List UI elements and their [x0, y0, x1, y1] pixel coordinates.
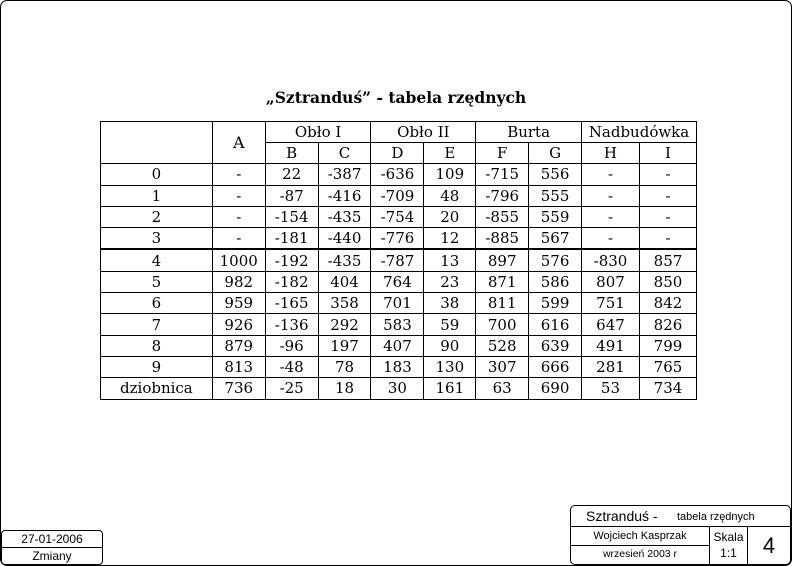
table-cell: 1000 [212, 249, 265, 271]
table-cell: - [582, 228, 640, 250]
table-cell: 130 [424, 356, 476, 377]
table-cell: 826 [639, 314, 696, 335]
table-cell: 850 [639, 271, 696, 292]
row-label: 0 [101, 164, 213, 185]
title-block-scale [710, 527, 748, 564]
table-cell: 559 [529, 206, 582, 227]
table-row [101, 356, 697, 377]
table-cell: 292 [318, 314, 371, 335]
table-cell: 53 [582, 378, 640, 399]
group-header-burta: Burta [476, 122, 582, 143]
table-cell: 700 [476, 314, 529, 335]
table-cell: 583 [371, 314, 424, 335]
table-cell: 734 [639, 378, 696, 399]
column-header-d: D [371, 143, 424, 164]
table-cell: 78 [318, 356, 371, 377]
table-cell: -136 [265, 314, 318, 335]
offsets-table [100, 121, 697, 400]
table-cell: 528 [476, 335, 529, 356]
table-cell: 90 [424, 335, 476, 356]
table-row [101, 378, 697, 399]
table-cell: -715 [476, 164, 529, 185]
table-cell: -636 [371, 164, 424, 185]
table-row [101, 249, 697, 271]
table-cell: 38 [424, 293, 476, 314]
table-cell: 491 [582, 335, 640, 356]
scale-value: 1:1 [720, 546, 737, 560]
table-cell: 616 [529, 314, 582, 335]
table-cell: - [212, 206, 265, 227]
corner-cell [101, 122, 213, 164]
column-header-b: B [265, 143, 318, 164]
table-cell: -830 [582, 249, 640, 271]
document-title: „Sztranduś” - tabela rzędnych [265, 88, 527, 107]
table-cell: 109 [424, 164, 476, 185]
title-block-name: Sztranduś - [586, 508, 658, 524]
table-row [101, 335, 697, 356]
table-cell: 567 [529, 228, 582, 250]
table-cell: -154 [265, 206, 318, 227]
column-header-e: E [424, 143, 476, 164]
row-label: 7 [101, 314, 213, 335]
title-block [570, 505, 791, 565]
table-cell: 281 [582, 356, 640, 377]
table-cell: 959 [212, 293, 265, 314]
title-block-title [571, 506, 790, 527]
table-cell: 30 [371, 378, 424, 399]
table-cell: -754 [371, 206, 424, 227]
table-cell: 897 [476, 249, 529, 271]
column-header-g: G [529, 143, 582, 164]
group-header-nadbudowka: Nadbudówka [582, 122, 697, 143]
table-cell: 59 [424, 314, 476, 335]
row-label: 6 [101, 293, 213, 314]
table-cell: -440 [318, 228, 371, 250]
table-cell: - [582, 164, 640, 185]
table-cell: -435 [318, 206, 371, 227]
table-cell: - [212, 228, 265, 250]
table-cell: -48 [265, 356, 318, 377]
table-cell: - [582, 206, 640, 227]
table-cell: 736 [212, 378, 265, 399]
table-cell: 765 [639, 356, 696, 377]
table-cell: 63 [476, 378, 529, 399]
row-label: dziobnica [101, 378, 213, 399]
table-cell: -787 [371, 249, 424, 271]
column-header-i: I [639, 143, 696, 164]
table-cell: -416 [318, 185, 371, 206]
table-cell: 197 [318, 335, 371, 356]
table-cell: -885 [476, 228, 529, 250]
row-label: 4 [101, 249, 213, 271]
table-cell: 13 [424, 249, 476, 271]
title-block-subtitle: tabela rzędnych [677, 511, 755, 523]
table-cell: 842 [639, 293, 696, 314]
table-row [101, 206, 697, 227]
table-cell: - [582, 185, 640, 206]
table-cell: -776 [371, 228, 424, 250]
table-cell: -182 [265, 271, 318, 292]
table-row [101, 185, 697, 206]
table-cell: 358 [318, 293, 371, 314]
changes-label: Zmiany [32, 549, 72, 563]
table-cell: -387 [318, 164, 371, 185]
group-header-oblo-1: Obło I [265, 122, 371, 143]
table-cell: 407 [371, 335, 424, 356]
table-cell: 647 [582, 314, 640, 335]
table-cell: 183 [371, 356, 424, 377]
table-cell: -181 [265, 228, 318, 250]
table-cell: - [639, 185, 696, 206]
table-cell: 20 [424, 206, 476, 227]
table-cell: - [212, 185, 265, 206]
row-label: 8 [101, 335, 213, 356]
row-label: 1 [101, 185, 213, 206]
column-header-a: A [212, 122, 265, 164]
scale-label: Skala [713, 530, 744, 544]
table-cell: 23 [424, 271, 476, 292]
table-row [101, 164, 697, 185]
title-block-date: wrzesień 2003 r [571, 546, 710, 564]
row-label: 2 [101, 206, 213, 227]
table-row [101, 314, 697, 335]
changes-date: 27-01-2006 [2, 531, 102, 548]
table-cell: 751 [582, 293, 640, 314]
table-cell: 811 [476, 293, 529, 314]
column-header-h: H [582, 143, 640, 164]
table-cell: -96 [265, 335, 318, 356]
table-cell: 307 [476, 356, 529, 377]
changes-box [1, 530, 103, 565]
table-cell: 599 [529, 293, 582, 314]
table-cell: 764 [371, 271, 424, 292]
column-header-f: F [476, 143, 529, 164]
table-row [101, 271, 697, 292]
row-label: 3 [101, 228, 213, 250]
table-cell: - [639, 228, 696, 250]
table-cell: 807 [582, 271, 640, 292]
table-cell: -192 [265, 249, 318, 271]
table-cell: 12 [424, 228, 476, 250]
table-cell: - [639, 206, 696, 227]
table-cell: 871 [476, 271, 529, 292]
sheet-number: 4 [762, 533, 776, 558]
table-row [101, 228, 697, 250]
group-header-oblo-2: Obło II [371, 122, 476, 143]
table-cell: -855 [476, 206, 529, 227]
table-cell: -87 [265, 185, 318, 206]
table-cell: -165 [265, 293, 318, 314]
table-cell: 639 [529, 335, 582, 356]
table-cell: 48 [424, 185, 476, 206]
table-cell: 926 [212, 314, 265, 335]
row-label: 5 [101, 271, 213, 292]
title-block-author: Wojciech Kasprzak [571, 527, 710, 546]
table-cell: 879 [212, 335, 265, 356]
table-cell: - [212, 164, 265, 185]
table-cell: 586 [529, 271, 582, 292]
table-cell: -435 [318, 249, 371, 271]
table-cell: 18 [318, 378, 371, 399]
table-cell: 576 [529, 249, 582, 271]
table-cell: 813 [212, 356, 265, 377]
table-cell: 161 [424, 378, 476, 399]
table-cell: - [639, 164, 696, 185]
table-cell: 404 [318, 271, 371, 292]
table-cell: 666 [529, 356, 582, 377]
table-cell: 22 [265, 164, 318, 185]
column-header-c: C [318, 143, 371, 164]
row-label: 9 [101, 356, 213, 377]
table-cell: -796 [476, 185, 529, 206]
table-cell: -25 [265, 378, 318, 399]
table-cell: 556 [529, 164, 582, 185]
table-cell: 799 [639, 335, 696, 356]
table-cell: 690 [529, 378, 582, 399]
table-cell: 857 [639, 249, 696, 271]
table-cell: -709 [371, 185, 424, 206]
table-row [101, 293, 697, 314]
offsets-table-body [101, 164, 697, 399]
table-cell: 701 [371, 293, 424, 314]
table-cell: 555 [529, 185, 582, 206]
table-cell: 982 [212, 271, 265, 292]
